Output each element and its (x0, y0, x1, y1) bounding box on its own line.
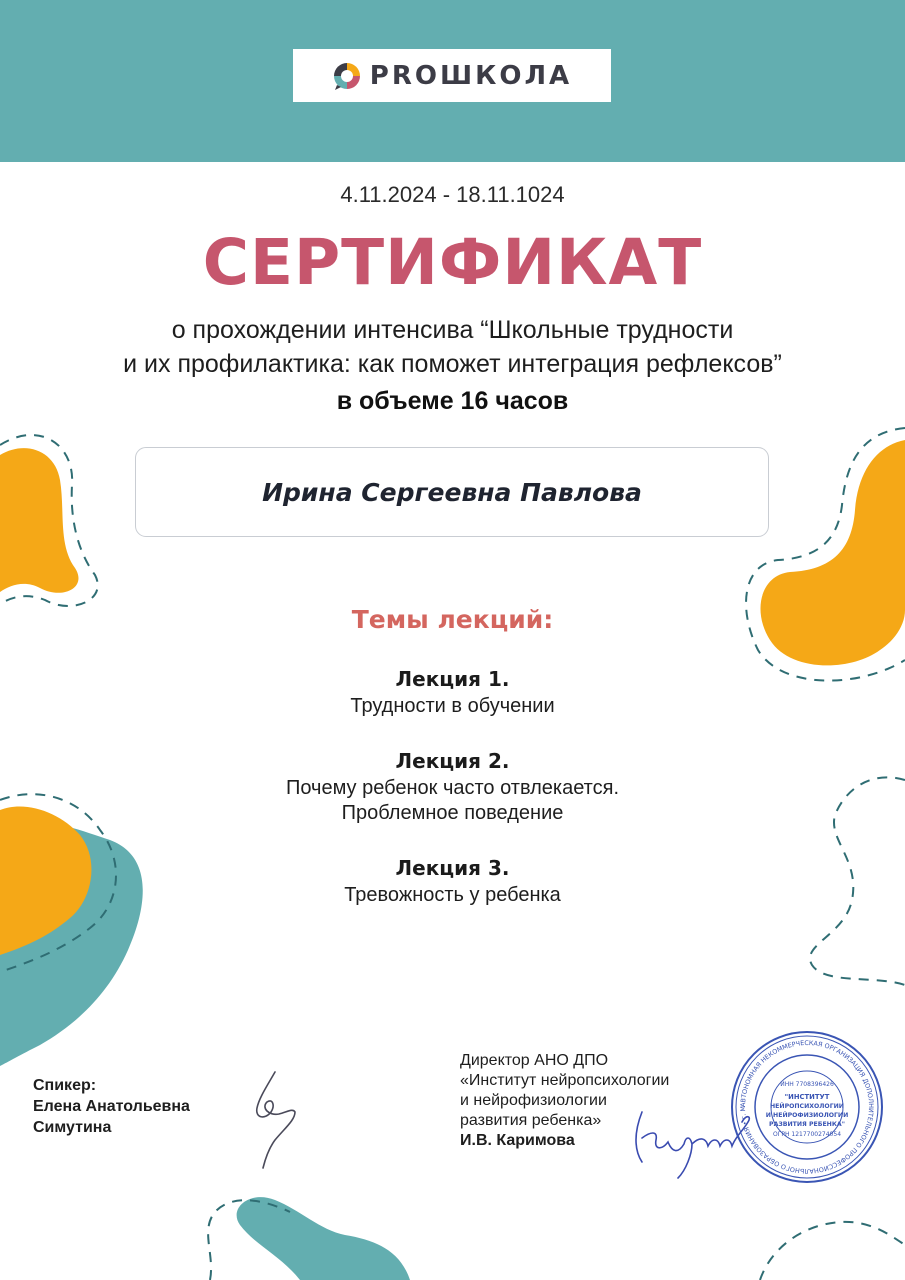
lecture-2 (0, 749, 905, 826)
director-name: И.В. Каримова (460, 1132, 575, 1149)
speaker-label: Спикер: (33, 1077, 97, 1094)
lecture-topic: Проблемное поведение (341, 802, 564, 824)
director-title-line-2: «Институт нейропсихологии (460, 1072, 670, 1089)
orange-blob-left (0, 448, 78, 593)
lecture-number: Лекция 1. (395, 667, 510, 691)
svg-text:АВТОНОМНАЯ НЕКОММЕРЧЕСКАЯ ОРГА: АВТОНОМНАЯ НЕКОММЕРЧЕСКАЯ ОРГАНИЗАЦИЯ ДОПОЛНИТЕЛЬНОГО ПРОФЕССИОНАЛЬНОГО ОБРАЗОВАНИЯ • г. М (738, 1038, 876, 1176)
certificate-subtitle (0, 313, 905, 381)
lecture-topic: Тревожность у ребенка (344, 884, 561, 906)
logo-text: PROШКОЛА (369, 60, 573, 91)
teal-blob-bottom (237, 1197, 410, 1280)
lecture-3 (0, 856, 905, 908)
course-hours: в объеме 16 часов (336, 387, 569, 415)
lecture-number: Лекция 3. (395, 856, 510, 880)
recipient-name: Ирина Сергеевна Павлова (262, 477, 642, 507)
certificate-title: СЕРТИФИКАТ (202, 226, 703, 299)
stamp-center-4: РАЗВИТИЯ РЕБЕНКА" (769, 1121, 845, 1128)
lecture-number: Лекция 2. (395, 749, 510, 773)
lecture-1 (0, 667, 905, 719)
stamp-center-2: НЕЙРОПСИХОЛОГИИ (769, 1103, 845, 1110)
speaker-name-line-2: Симутина (33, 1119, 112, 1136)
course-dates: 4.11.2024 - 18.11.1024 (340, 182, 565, 207)
lecture-topic: Почему ребенок часто отвлекается. (285, 777, 620, 799)
official-stamp (728, 1028, 886, 1186)
subtitle-line-2: и их профилактика: как поможет интеграция рефлексов” (123, 350, 782, 378)
speaker-block (33, 1075, 190, 1138)
subtitle-line-1: о прохождении интенсива “Школьные трудности (171, 316, 734, 344)
stamp-inn: ИНН 7708396426 (780, 1081, 834, 1088)
lecture-topic: Трудности в обучении (350, 695, 555, 717)
stamp-ogrn: ОГРН 1217700274054 (772, 1131, 842, 1138)
stamp-center-1: "ИНСТИТУТ (784, 1093, 830, 1101)
topics-heading: Темы лекций: (351, 605, 554, 634)
speaker-signature (245, 1068, 307, 1173)
director-title-line-4: развития ребенка» (460, 1112, 602, 1129)
recipient-name-box (135, 447, 769, 537)
director-title-line-1: Директор АНО ДПО (460, 1052, 609, 1069)
stamp-center-3: И НЕЙРОФИЗИОЛОГИИ (765, 1112, 849, 1119)
speaker-name-line-1: Елена Анатольевна (33, 1098, 190, 1115)
dashed-outline-bottom-right (760, 1222, 905, 1280)
director-title-line-3: и нейрофизиологии (460, 1092, 607, 1109)
